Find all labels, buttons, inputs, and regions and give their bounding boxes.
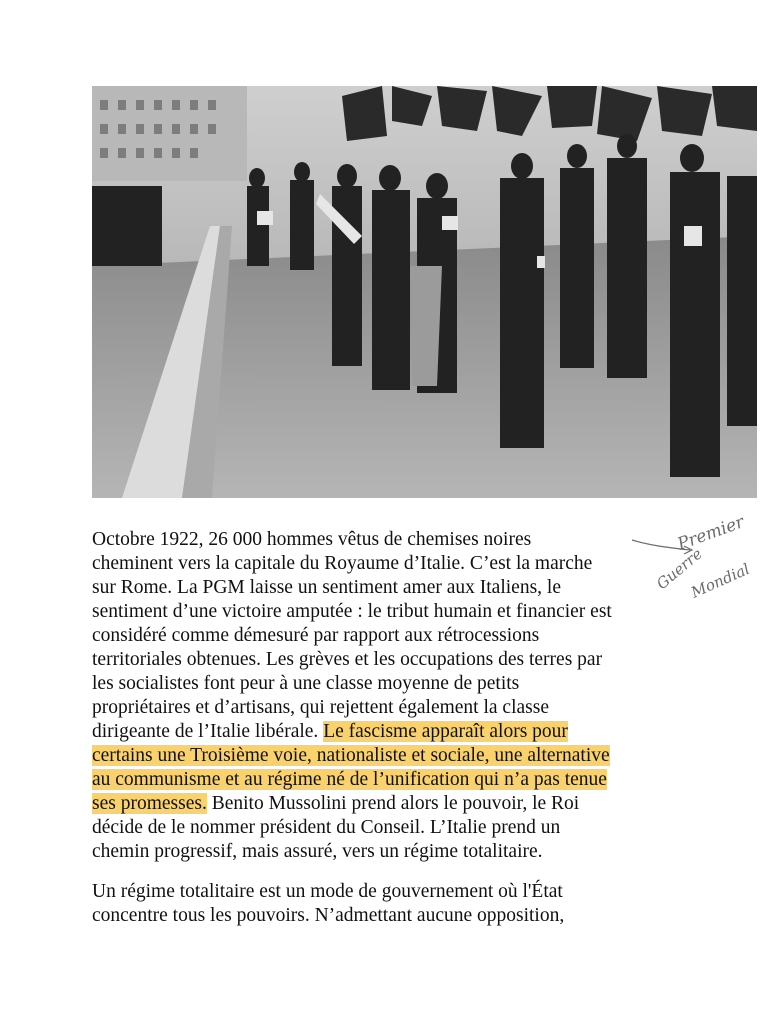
text-line: décide de le nommer président du Conseil. L’Italie prend un xyxy=(92,817,561,838)
highlighted-text: certains une Troisième voie, nationaliste et sociale, une alternative xyxy=(92,745,610,766)
text-line: territoriales obtenues. Les grèves et les occupations des terres par xyxy=(92,649,603,670)
text-line xyxy=(92,768,692,792)
text-line: sentiment d’une victoire amputée : le tribut humain et financier est xyxy=(92,601,612,622)
text-line: cheminent vers la capitale du Royaume d’Italie. C’est la marche xyxy=(92,553,593,574)
annotation-word-premier: Premier xyxy=(674,512,747,555)
text-line: considéré comme démesuré par rapport aux rétrocessions xyxy=(92,625,540,646)
text-line xyxy=(92,720,692,744)
highlighted-text: Le fascisme apparaît alors pour xyxy=(323,721,568,742)
text-line: Un régime totalitaire est un mode de gouvernement où l'État xyxy=(92,881,563,902)
highlighted-text: ses promesses. xyxy=(92,793,207,814)
text-line xyxy=(92,792,692,816)
text-line: propriétaires et d’artisans, qui rejettent également la classe xyxy=(92,697,549,718)
annotation-word-guerre: Guerre xyxy=(653,544,706,594)
historical-photo xyxy=(92,86,757,498)
paragraph-2 xyxy=(92,880,692,928)
text-line xyxy=(92,744,692,768)
text-plain: Benito Mussolini prend alors le pouvoir, le Roi xyxy=(206,793,580,814)
annotation-svg xyxy=(632,510,768,610)
text-line: les socialistes font peur à une classe moyenne de petits xyxy=(92,673,520,694)
text-plain: dirigeante de l’Italie libérale. xyxy=(92,721,324,742)
photo-illustration xyxy=(92,86,757,498)
text-line: concentre tous les pouvoirs. N’admettant aucune opposition, xyxy=(92,905,565,926)
handwritten-annotation xyxy=(632,510,768,610)
annotation-word-mondial: Mondial xyxy=(688,559,753,602)
text-line: chemin progressif, mais assuré, vers un régime totalitaire. xyxy=(92,841,543,862)
highlighted-text: au communisme et au régime né de l’unification qui n’a pas tenue xyxy=(92,769,607,790)
text-line: sur Rome. La PGM laisse un sentiment amer aux Italiens, le xyxy=(92,577,561,598)
text-line: Octobre 1922, 26 000 hommes vêtus de chemises noires xyxy=(92,529,532,550)
paragraph-1 xyxy=(92,528,692,864)
